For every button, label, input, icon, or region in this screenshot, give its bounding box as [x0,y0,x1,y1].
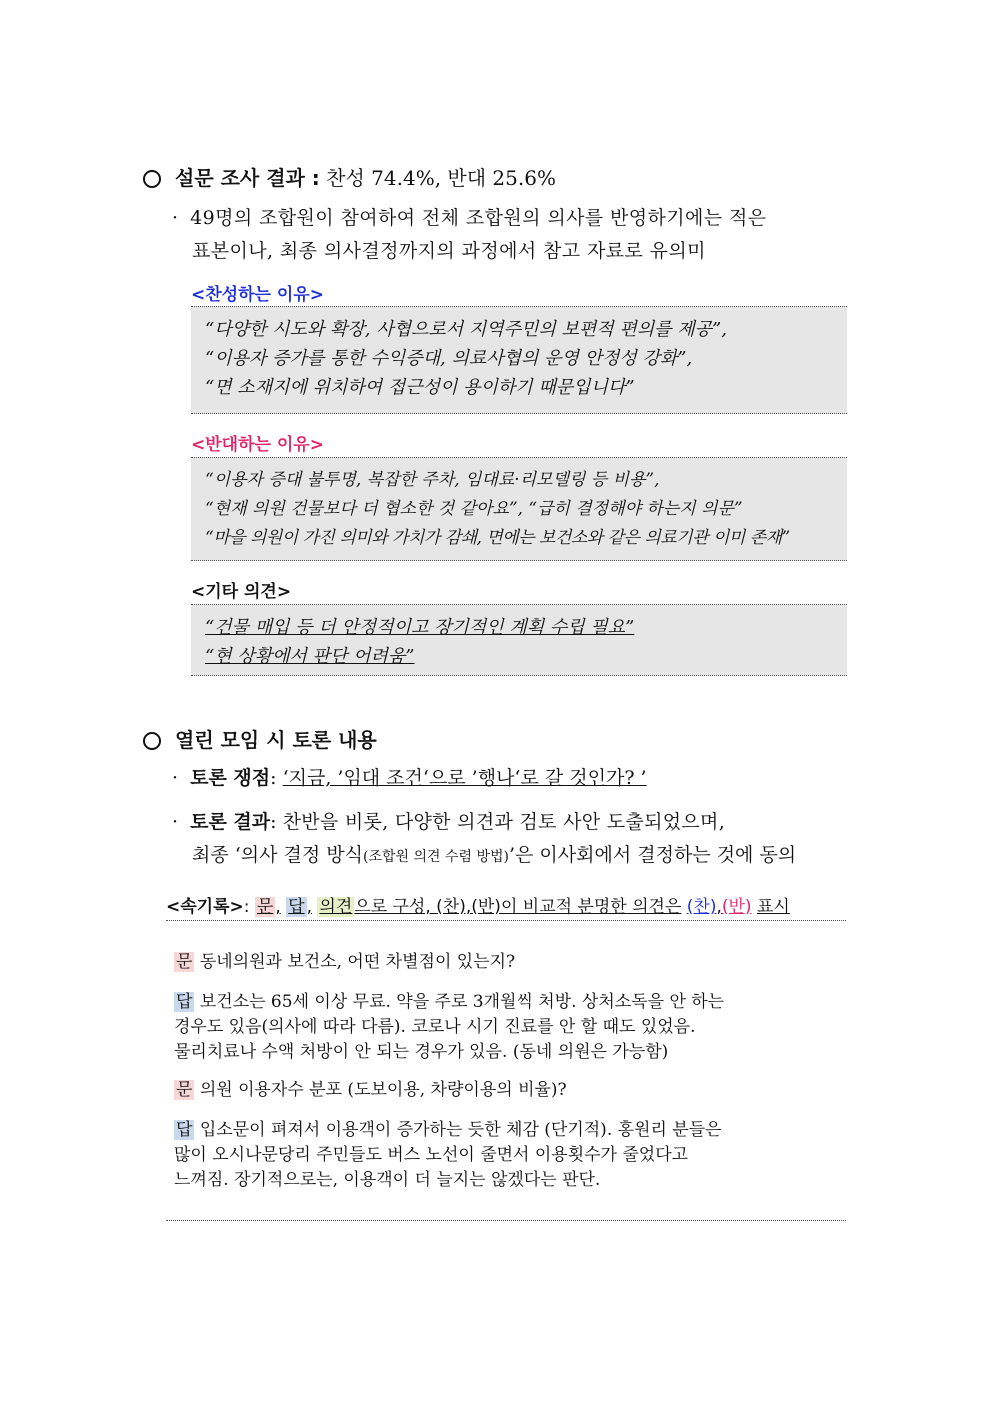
pro-reasons-box [191,306,847,414]
tag-pro: (찬) [686,897,717,917]
result-label: 토론 결과 [190,811,271,833]
tag-answer: 답 [288,897,305,917]
survey-section-title [143,162,556,191]
answer-tag: 답 [176,992,193,1012]
memo-entry [174,950,839,975]
bullet: · [172,767,179,789]
con-reasons-title: <반대하는 이유> [191,435,324,455]
memo-line: 경우도 있음(의사에 따라 다름). 코로나 시기 진료를 안 할 때도 있었음. [174,1017,696,1037]
pro-quote: “면 소재지에 위치하여 접근성이 용이하기 때문입니다” [205,377,635,398]
divider [166,920,846,921]
circle-bullet-icon [143,732,161,750]
discussion-section-title [143,724,377,753]
survey-heading: 설문 조사 결과 : [175,166,320,190]
issue-label: 토론 쟁점 [190,767,271,789]
memo-line: 느껴짐. 장기적으로는, 이용객이 더 늘지는 않겠다는 판단. [174,1170,601,1190]
memo-desc1: 으로 구성, (찬),(반)이 비교적 분명한 의견은 [354,897,682,917]
memo-line: 입소문이 펴져서 이용객이 증가하는 듯한 체감 (단기적). 홍원리 분들은 [199,1120,722,1140]
other-opinions-box [191,604,847,676]
issue-text: ‘지금, ’임대 조건‘으로 ’행나‘로 갈 것인가? ’ [282,767,647,789]
answer-tag: 답 [176,1120,193,1140]
result-line1: 찬반을 비롯, 다양한 의견과 검토 사안 도출되었으며, [282,811,726,833]
memo-entry [174,1118,839,1193]
memo-colon: : [243,897,250,917]
tag-question: 문 [256,897,274,917]
con-quote: “현재 의원 건물보다 더 협소한 것 같아요”, “급히 결정해야 하는지 의문” [205,499,743,519]
con-quote: “마을 의원이 가진 의미와 가치가 감쇄, 면에는 보건소와 같은 의료기관 이미 존재” [205,528,790,548]
bullet: · [172,207,179,229]
survey-note [172,202,862,268]
survey-result: 찬성 74.4%, 반대 25.6% [326,166,556,190]
discussion-issue: · 토론 쟁점: ‘지금, ’임대 조건‘으로 ’행나‘로 갈 것인가? ’ [172,767,647,789]
tag-opinion: 의견 [319,897,353,917]
con-reasons-box [191,457,847,561]
result-line2a: 최종 ‘의사 결정 방식 [192,844,363,866]
other-opinions-title: <기타 의견> [191,582,292,602]
memo-line: 의원 이용자수 분포 (도보이용, 차량이용의 비율)? [199,1080,567,1100]
other-quote: “현 상황에서 판단 어려움” [205,646,415,667]
other-quote: “건물 매입 등 더 안정적이고 장기적인 계획 수립 필요” [205,617,635,638]
survey-note-line1: 49명의 조합원이 참여하여 전체 조합원의 의사를 반영하기에는 적은 [190,207,767,229]
tag-con: (반) [721,897,752,917]
memo-entry [174,990,839,1065]
discussion-result: · 토론 결과: 찬반을 비롯, 다양한 의견과 검토 사안 도출되었으며, 최종 ‘의사 결정 방식(조합원 의견 수렴 방법)’은 이사회에서 결정하는 것에 동의 [172,806,862,874]
memo-line: 보건소는 65세 이상 무료. 약을 주로 3개월씩 처방. 상처소독을 안 하는 [199,992,725,1012]
circle-bullet-icon [143,170,161,188]
memo-label: <속기록> [166,897,244,917]
question-tag: 문 [176,952,193,972]
divider [166,1220,846,1221]
question-tag: 문 [176,1080,193,1100]
discussion-heading: 열린 모임 시 토론 내용 [175,728,377,752]
pro-reasons-title: <찬성하는 이유> [191,285,324,305]
memo-line: 동네의원과 보건소, 어떤 차별점이 있는지? [199,952,516,972]
pro-quote: “이용자 증가를 통한 수익증대, 의료사협의 운영 안정성 강화”, [205,348,693,369]
memo-line: 많이 오시나문당리 주민들도 버스 노선이 줄면서 이용횟수가 줄었다고 [174,1145,689,1165]
memo-desc2: 표시 [756,897,790,917]
result-line2c: ’은 이사회에서 결정하는 것에 동의 [509,844,797,866]
memo-entry [174,1078,839,1103]
con-quote: “이용자 증대 불투명, 복잡한 주차, 임대료·리모델링 등 비용”, [205,470,660,490]
memo-line: 물리치료나 수액 처방이 안 되는 경우가 있음. (동네 의원은 가능함) [174,1042,669,1062]
bullet: · [172,811,179,833]
result-line2 [172,839,862,874]
survey-note-line2: 표본이나, 최종 의사결정까지의 과정에서 참고 자료로 유의미 [192,240,706,262]
result-line2b: (조합원 의견 수렴 방법) [363,849,509,865]
pro-quote: “다양한 시도와 확장, 사협으로서 지역주민의 보편적 편의를 제공”, [205,319,727,340]
memo-legend: <속기록>: 문 , 답 , 의견 으로 구성, (찬),(반)이 비교적 분명한 의견은 (찬),(반) 표시 [166,897,790,917]
